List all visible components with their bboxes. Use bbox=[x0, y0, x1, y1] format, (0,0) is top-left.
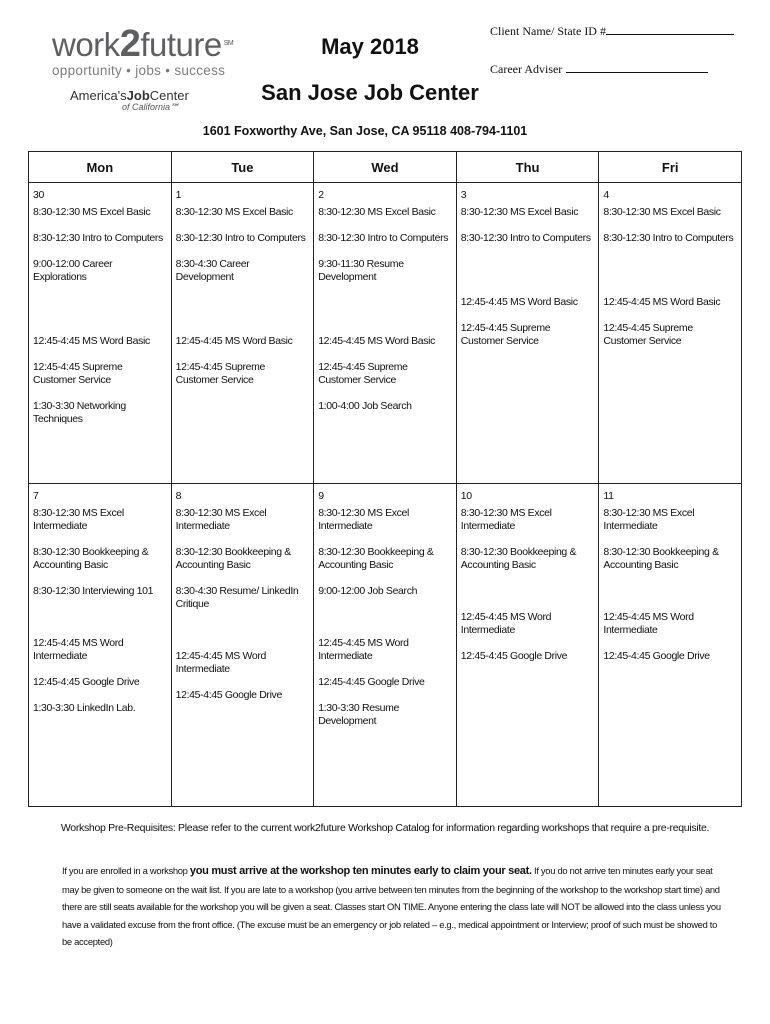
header-tue: Tue bbox=[171, 152, 314, 183]
workshop-entry: 9:00-12:00 Career Explorations bbox=[33, 258, 113, 283]
workshop-entry: 12:45-4:45 Google Drive bbox=[460, 650, 568, 662]
client-name-line[interactable] bbox=[606, 24, 734, 35]
workshop-entry: 12:45-4:45 MS Word Intermediate bbox=[318, 637, 409, 662]
workshop-entry: 1:30-3:30 Resume Development bbox=[318, 702, 399, 727]
workshop-entry: 12:45-4:45 MS Word Basic bbox=[175, 335, 293, 347]
header-thu: Thu bbox=[456, 152, 599, 183]
center-address: 1601 Foxworthy Ave, San Jose, CA 95118 408-794-1101 bbox=[202, 124, 528, 138]
workshop-entry: 8:30-12:30 Bookkeeping & Accounting Basic bbox=[603, 546, 719, 571]
workshop-entry: 8:30-12:30 Interviewing 101 bbox=[33, 585, 154, 597]
workshop-entry: 8:30-12:30 MS Excel Basic bbox=[175, 206, 293, 218]
calendar-header-row bbox=[29, 152, 742, 183]
americas-job-center-sub: of California℠ bbox=[122, 102, 180, 112]
day-number: 3 bbox=[460, 189, 467, 201]
day-cell bbox=[314, 183, 457, 484]
workshop-entry: 8:30-12:30 Intro to Computers bbox=[175, 232, 306, 244]
spacer bbox=[318, 611, 452, 637]
spacer bbox=[318, 297, 452, 335]
spacer bbox=[33, 611, 167, 637]
workshop-entry: 8:30-12:30 MS Excel Basic bbox=[318, 206, 436, 218]
workshop-entry: 1:30-3:30 Networking Techniques bbox=[33, 400, 126, 425]
workshop-entry: 8:30-12:30 MS Excel Intermediate bbox=[460, 507, 552, 532]
workshop-entry: 12:45-4:45 Supreme Customer Service bbox=[318, 361, 408, 386]
day-number: 1 bbox=[175, 189, 182, 201]
workshop-entry: 8:30-12:30 Bookkeeping & Accounting Basic bbox=[318, 546, 434, 571]
workshop-entry: 8:30-12:30 Intro to Computers bbox=[318, 232, 449, 244]
day-cell bbox=[456, 484, 599, 807]
day-number: 4 bbox=[603, 189, 609, 201]
header-mon: Mon bbox=[29, 152, 172, 183]
spacer bbox=[461, 585, 595, 611]
day-cell bbox=[171, 183, 314, 484]
workshop-entry: 8:30-12:30 MS Excel Basic bbox=[603, 206, 721, 218]
spacer bbox=[33, 297, 167, 335]
day-cell bbox=[456, 183, 599, 484]
workshop-entry: 12:45-4:45 MS Word Basic bbox=[318, 335, 436, 347]
americas-job-center-logo: America'sJobCenter bbox=[70, 88, 189, 103]
header-fri: Fri bbox=[599, 152, 742, 183]
workshop-entry: 8:30-12:30 Intro to Computers bbox=[603, 232, 734, 244]
workshop-entry: 8:30-12:30 MS Excel Intermediate bbox=[318, 507, 410, 532]
workshop-entry: 9:00-12:00 Job Search bbox=[318, 585, 418, 597]
attendance-policy: If you are enrolled in a workshop you must arrive at the workshop ten minutes early to claim your seat. If you do not arrive ten minutes early your seat may be given to someone on the wait list. If you are late to a workshop (you arrive between ten minutes from the beginning of the workshop to the workshop start time) and there are still seats available for the workshop you will be given a seat. Classes start ON TIME. Anyone entering the class late will NOT be allowed into the class unless you have a validated excuse from the front office. (The excuse must be an emergency or job related – e.g., medical appointment or Interview; proof of such must be showed to be accepted) bbox=[62, 865, 721, 947]
spacer bbox=[176, 297, 310, 335]
workshop-entry: 12:45-4:45 Google Drive bbox=[318, 676, 425, 688]
workshop-entry: 12:45-4:45 Google Drive bbox=[603, 650, 710, 662]
workshop-entry: 12:45-4:45 Supreme Customer Service bbox=[603, 322, 693, 347]
workshop-entry: 12:45-4:45 Supreme Customer Service bbox=[460, 322, 551, 347]
workshop-entry: 12:45-4:45 MS Word Intermediate bbox=[460, 611, 552, 636]
workshop-entry: 8:30-12:30 Bookkeeping & Accounting Basic bbox=[460, 546, 577, 571]
workshop-entry: 8:30-12:30 MS Excel Basic bbox=[33, 206, 151, 218]
spacer bbox=[461, 258, 595, 296]
workshop-entry: 12:45-4:45 Google Drive bbox=[175, 689, 282, 701]
workshop-entry: 1:00-4:00 Job Search bbox=[318, 400, 412, 412]
workshop-entry: 12:45-4:45 MS Word Basic bbox=[603, 296, 721, 308]
day-cell bbox=[29, 484, 172, 807]
workshop-entry: 12:45-4:45 Supreme Customer Service bbox=[33, 361, 123, 386]
workshop-entry: 12:45-4:45 MS Word Basic bbox=[460, 296, 578, 308]
calendar-week-1 bbox=[29, 183, 742, 484]
workshop-entry: 8:30-12:30 MS Excel Intermediate bbox=[33, 507, 124, 532]
workshop-entry: 1:30-3:30 LinkedIn Lab. bbox=[33, 702, 136, 714]
day-number: 11 bbox=[603, 490, 614, 502]
workshop-entry: 12:45-4:45 MS Word Basic bbox=[33, 335, 150, 347]
day-cell bbox=[171, 484, 314, 807]
day-cell bbox=[29, 183, 172, 484]
logo-wordmark: work2future ℠ bbox=[52, 23, 234, 65]
day-number: 9 bbox=[318, 490, 324, 502]
workshop-entry: 9:30-11:30 Resume Development bbox=[318, 258, 404, 283]
workshop-entry: 8:30-12:30 MS Excel Intermediate bbox=[603, 507, 695, 532]
career-adviser-field[interactable]: Career Adviser bbox=[490, 62, 708, 77]
workshop-entry: 12:45-4:45 Google Drive bbox=[33, 676, 140, 688]
career-adviser-line[interactable] bbox=[566, 62, 708, 73]
spacer bbox=[603, 585, 737, 611]
page-title-center: San Jose Job Center bbox=[261, 80, 479, 105]
workshop-entry: 12:45-4:45 Supreme Customer Service bbox=[175, 361, 266, 386]
day-number: 30 bbox=[33, 189, 44, 201]
workshop-entry: 8:30-12:30 Intro to Computers bbox=[460, 232, 591, 244]
prerequisites-note: Workshop Pre-Requisites: Please refer to the current work2future Workshop Catalog for information regarding workshops that require a pre-requisite. bbox=[60, 822, 710, 834]
calendar-week-2 bbox=[29, 484, 742, 807]
day-number: 2 bbox=[318, 189, 324, 201]
spacer bbox=[176, 624, 310, 650]
day-number: 10 bbox=[460, 490, 472, 502]
workshop-entry: 12:45-4:45 MS Word Intermediate bbox=[603, 611, 694, 636]
day-number: 8 bbox=[175, 490, 182, 502]
workshop-calendar bbox=[28, 151, 742, 807]
page-title-month: May 2018 bbox=[321, 34, 419, 59]
day-cell bbox=[314, 484, 457, 807]
workshop-entry: 12:45-4:45 MS Word Intermediate bbox=[175, 650, 266, 675]
workshop-entry: 12:45-4:45 MS Word Intermediate bbox=[33, 637, 124, 662]
client-name-field[interactable]: Client Name/ State ID # bbox=[490, 24, 734, 39]
day-number: 7 bbox=[33, 490, 39, 502]
day-cell bbox=[599, 484, 742, 807]
day-cell bbox=[599, 183, 742, 484]
header-wed: Wed bbox=[314, 152, 457, 183]
workshop-entry: 8:30-12:30 MS Excel Basic bbox=[460, 206, 579, 218]
logo-tagline: opportunity • jobs • success bbox=[52, 63, 226, 78]
workshop-entry: 8:30-12:30 Bookkeeping & Accounting Basic bbox=[33, 546, 149, 571]
workshop-entry: 8:30-4:30 Career Development bbox=[175, 258, 250, 283]
workshop-entry: 8:30-12:30 MS Excel Intermediate bbox=[175, 507, 267, 532]
workshop-entry: 8:30-12:30 Bookkeeping & Accounting Basic bbox=[175, 546, 291, 571]
workshop-entry: 8:30-12:30 Intro to Computers bbox=[33, 232, 163, 244]
spacer bbox=[603, 258, 737, 296]
workshop-entry: 8:30-4:30 Resume/ LinkedIn Critique bbox=[175, 585, 299, 610]
